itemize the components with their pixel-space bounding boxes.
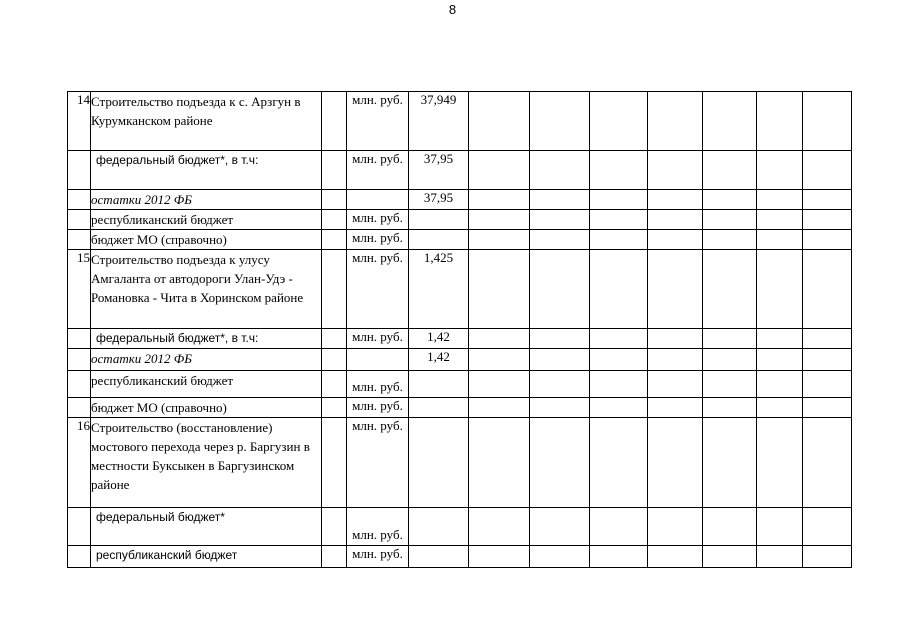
blank-cell: [757, 418, 803, 508]
blank-cell: [322, 398, 347, 418]
blank-cell: [469, 230, 530, 250]
table-row: [68, 250, 852, 329]
blank-cell: [469, 546, 530, 568]
blank-cell: [322, 92, 347, 151]
blank-cell: [530, 329, 590, 349]
blank-cell: [648, 210, 703, 230]
table-row: [68, 398, 852, 418]
blank-cell: [803, 398, 852, 418]
unit-cell: млн. руб.: [347, 329, 409, 349]
blank-cell: [530, 418, 590, 508]
blank-cell: [590, 92, 648, 151]
blank-cell: [757, 210, 803, 230]
item-name: республиканский бюджет: [91, 210, 322, 230]
blank-cell: [803, 418, 852, 508]
blank-cell: [703, 92, 757, 151]
blank-cell: [757, 92, 803, 151]
row-number: [68, 398, 91, 418]
blank-cell: [469, 92, 530, 151]
blank-cell: [757, 190, 803, 210]
row-number: 14: [68, 92, 91, 151]
blank-cell: [803, 151, 852, 190]
blank-cell: [590, 508, 648, 546]
blank-cell: [757, 349, 803, 371]
blank-cell: [590, 546, 648, 568]
value-cell: 1,42: [409, 349, 469, 371]
unit-cell: млн. руб.: [347, 398, 409, 418]
blank-cell: [703, 329, 757, 349]
page-number: 8: [448, 2, 457, 17]
table-row: [68, 371, 852, 398]
blank-cell: [322, 250, 347, 329]
value-cell: 37,95: [409, 190, 469, 210]
blank-cell: [803, 230, 852, 250]
row-number: [68, 546, 91, 568]
blank-cell: [322, 329, 347, 349]
blank-cell: [469, 371, 530, 398]
blank-cell: [469, 250, 530, 329]
blank-cell: [590, 230, 648, 250]
unit-cell: млн. руб.: [347, 230, 409, 250]
blank-cell: [322, 210, 347, 230]
blank-cell: [322, 230, 347, 250]
blank-cell: [469, 190, 530, 210]
blank-cell: [469, 508, 530, 546]
blank-cell: [803, 210, 852, 230]
blank-cell: [648, 349, 703, 371]
value-cell: 37,95: [409, 151, 469, 190]
table-row: [68, 418, 852, 508]
table-row: [68, 349, 852, 371]
unit-cell: млн. руб.: [347, 250, 409, 329]
item-name: бюджет МО (справочно): [91, 398, 322, 418]
blank-cell: [530, 250, 590, 329]
blank-cell: [648, 250, 703, 329]
blank-cell: [648, 151, 703, 190]
row-number: [68, 190, 91, 210]
table-row: [68, 546, 852, 568]
item-name: Строительство подъезда к улусу Амгаланта от автодороги Улан-Удэ - Романовка - Чита в Хоринском районе: [91, 250, 322, 329]
blank-cell: [757, 398, 803, 418]
budget-table: [67, 91, 852, 568]
blank-cell: [590, 190, 648, 210]
row-number: [68, 329, 91, 349]
blank-cell: [648, 508, 703, 546]
blank-cell: [469, 349, 530, 371]
unit-cell: млн. руб.: [347, 210, 409, 230]
item-name: Строительство (восстановление) мостового перехода через р. Баргузин в местности Буксыкен в Баргузинском районе: [91, 418, 322, 508]
blank-cell: [590, 398, 648, 418]
blank-cell: [322, 151, 347, 190]
blank-cell: [648, 230, 703, 250]
blank-cell: [757, 151, 803, 190]
blank-cell: [530, 210, 590, 230]
blank-cell: [322, 371, 347, 398]
table-row: [68, 508, 852, 546]
blank-cell: [530, 92, 590, 151]
blank-cell: [648, 92, 703, 151]
blank-cell: [322, 418, 347, 508]
value-cell: [409, 508, 469, 546]
unit-cell: млн. руб.: [347, 546, 409, 568]
item-name: федеральный бюджет*, в т.ч:: [91, 329, 322, 349]
blank-cell: [703, 418, 757, 508]
blank-cell: [530, 349, 590, 371]
row-number: [68, 508, 91, 546]
row-number: [68, 210, 91, 230]
unit-cell: [347, 349, 409, 371]
unit-cell: млн. руб.: [347, 508, 409, 546]
blank-cell: [469, 418, 530, 508]
row-number: [68, 371, 91, 398]
value-cell: [409, 398, 469, 418]
blank-cell: [803, 92, 852, 151]
row-number: 15: [68, 250, 91, 329]
table-row: [68, 151, 852, 190]
unit-cell: млн. руб.: [347, 418, 409, 508]
blank-cell: [590, 418, 648, 508]
blank-cell: [703, 349, 757, 371]
blank-cell: [590, 250, 648, 329]
row-number: [68, 151, 91, 190]
blank-cell: [648, 418, 703, 508]
blank-cell: [530, 230, 590, 250]
blank-cell: [648, 190, 703, 210]
blank-cell: [757, 329, 803, 349]
blank-cell: [757, 230, 803, 250]
blank-cell: [530, 546, 590, 568]
blank-cell: [530, 508, 590, 546]
blank-cell: [803, 329, 852, 349]
blank-cell: [803, 546, 852, 568]
unit-cell: млн. руб.: [347, 92, 409, 151]
blank-cell: [703, 546, 757, 568]
item-name: остатки 2012 ФБ: [91, 190, 322, 210]
blank-cell: [590, 329, 648, 349]
blank-cell: [803, 371, 852, 398]
blank-cell: [757, 508, 803, 546]
blank-cell: [590, 371, 648, 398]
table-row: [68, 329, 852, 349]
blank-cell: [322, 546, 347, 568]
blank-cell: [590, 349, 648, 371]
table-row: [68, 210, 852, 230]
row-number: [68, 230, 91, 250]
value-cell: 37,949: [409, 92, 469, 151]
blank-cell: [703, 230, 757, 250]
blank-cell: [757, 371, 803, 398]
blank-cell: [803, 250, 852, 329]
blank-cell: [648, 371, 703, 398]
blank-cell: [322, 349, 347, 371]
unit-cell: млн. руб.: [347, 151, 409, 190]
blank-cell: [469, 329, 530, 349]
blank-cell: [648, 329, 703, 349]
value-cell: 1,42: [409, 329, 469, 349]
blank-cell: [530, 190, 590, 210]
blank-cell: [530, 371, 590, 398]
blank-cell: [648, 546, 703, 568]
table-row: [68, 190, 852, 210]
blank-cell: [469, 151, 530, 190]
item-name: республиканский бюджет: [91, 371, 322, 398]
value-cell: [409, 210, 469, 230]
blank-cell: [803, 349, 852, 371]
blank-cell: [590, 210, 648, 230]
value-cell: [409, 418, 469, 508]
blank-cell: [703, 371, 757, 398]
table-row: [68, 92, 852, 151]
blank-cell: [703, 508, 757, 546]
blank-cell: [757, 250, 803, 329]
blank-cell: [703, 151, 757, 190]
value-cell: [409, 230, 469, 250]
row-number: [68, 349, 91, 371]
blank-cell: [703, 250, 757, 329]
item-name: остатки 2012 ФБ: [91, 349, 322, 371]
blank-cell: [803, 508, 852, 546]
blank-cell: [469, 398, 530, 418]
item-name: республиканский бюджет: [91, 546, 322, 568]
unit-cell: [347, 190, 409, 210]
table-row: [68, 230, 852, 250]
blank-cell: [530, 151, 590, 190]
value-cell: [409, 371, 469, 398]
item-name: федеральный бюджет*, в т.ч:: [91, 151, 322, 190]
blank-cell: [703, 190, 757, 210]
row-number: 16: [68, 418, 91, 508]
blank-cell: [469, 210, 530, 230]
unit-cell: млн. руб.: [347, 371, 409, 398]
value-cell: [409, 546, 469, 568]
value-cell: 1,425: [409, 250, 469, 329]
blank-cell: [703, 398, 757, 418]
blank-cell: [703, 210, 757, 230]
item-name: федеральный бюджет*: [91, 508, 322, 546]
blank-cell: [530, 398, 590, 418]
blank-cell: [803, 190, 852, 210]
blank-cell: [322, 508, 347, 546]
blank-cell: [757, 546, 803, 568]
blank-cell: [590, 151, 648, 190]
item-name: бюджет МО (справочно): [91, 230, 322, 250]
blank-cell: [322, 190, 347, 210]
item-name: Строительство подъезда к с. Арзгун в Курумканском районе: [91, 92, 322, 151]
blank-cell: [648, 398, 703, 418]
